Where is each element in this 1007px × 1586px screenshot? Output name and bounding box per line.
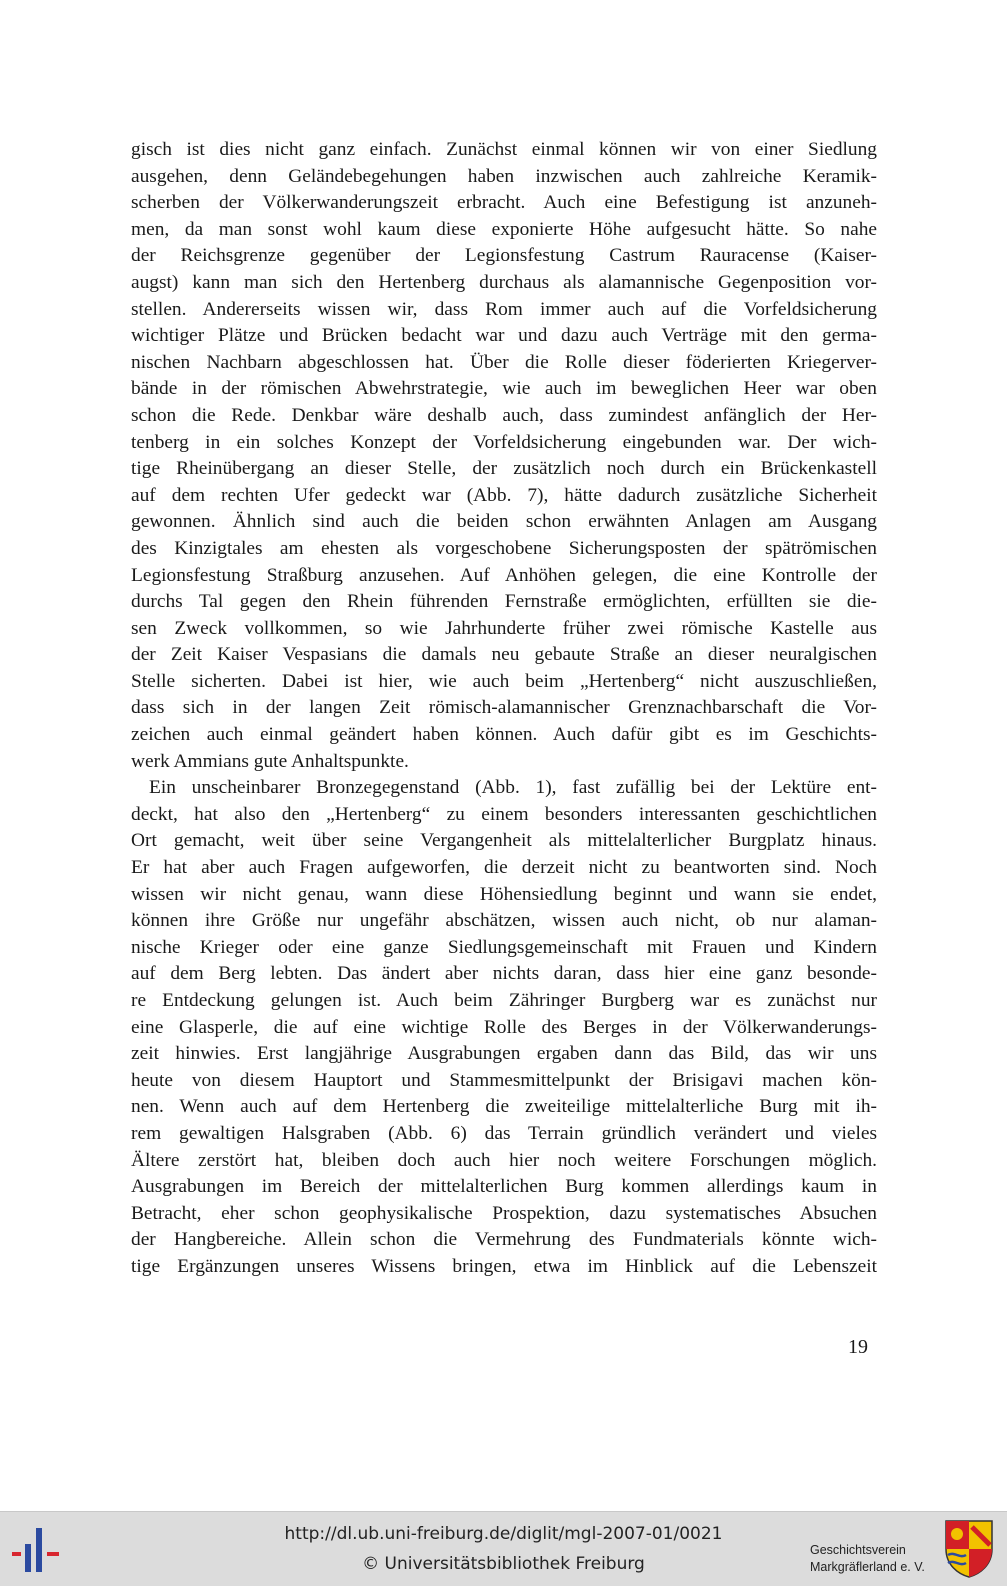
text-line: nische Krieger oder eine ganze Siedlungsgemeinschaft mit Frauen und Kindern <box>131 936 877 958</box>
text-line: zeit hinwies. Erst langjährige Ausgrabungen ergaben dann das Bild, das wir uns <box>131 1043 877 1065</box>
paragraph <box>131 775 877 1280</box>
text-line: deckt, hat also den „Hertenberg“ zu einem besonders interessanten geschichtlichen <box>131 803 877 825</box>
page-body <box>131 137 877 1281</box>
text-line: bände in der römischen Abwehrstrategie, wie auch im beweglichen Heer war oben <box>131 378 877 400</box>
coat-of-arms-icon <box>944 1519 994 1579</box>
text-line: Ältere zerstört hat, bleiben doch auch hier noch weitere Forschungen möglich. <box>131 1149 877 1171</box>
text-line: heute von diesem Hauptort und Stammesmittelpunkt der Brisigavi machen kön- <box>131 1069 877 1091</box>
footer-copyright: © Universitätsbibliothek Freiburg <box>362 1554 645 1574</box>
text-line: der Zeit Kaiser Vespasians die damals neu gebaute Straße an dieser neuralgischen <box>131 644 877 666</box>
text-line: tenberg in ein solches Konzept der Vorfeldsicherung eingebunden war. Der wich- <box>131 431 877 453</box>
footer-bar <box>0 1511 1007 1586</box>
text-line: nischen Nachbarn abgeschlossen hat. Über die Rolle dieser föderierten Kriegerver- <box>131 351 877 373</box>
society-name-line2: Markgräflerland e. V. <box>810 1560 925 1574</box>
footer-url[interactable]: http://dl.ub.uni-freiburg.de/diglit/mgl-2007-01/0021 <box>284 1524 723 1544</box>
text-line: der Reichsgrenze gegenüber der Legionsfestung Castrum Rauracense (Kaiser- <box>131 245 877 267</box>
text-line: wichtiger Plätze und Brücken bedacht war und dazu auch Verträge mit den germa- <box>131 325 877 347</box>
text-line: Ein unscheinbarer Bronzegegenstand (Abb. 1), fast zufällig bei der Lektüre ent- <box>149 777 877 799</box>
text-line: Betracht, eher schon geophysikalische Prospektion, dazu systematisches Absuchen <box>131 1202 877 1224</box>
text-line: sen Zweck vollkommen, so wie Jahrhunderte früher zwei römische Kastelle aus <box>131 617 877 639</box>
text-line: augst) kann man sich den Hertenberg durchaus als alamannische Gegenposition vor- <box>131 271 877 293</box>
text-line: durchs Tal gegen den Rhein führenden Fernstraße ermöglichten, erfüllten sie die- <box>131 591 877 613</box>
text-line: dass sich in der langen Zeit römisch-alamannischer Grenznachbarschaft die Vor- <box>131 697 877 719</box>
text-line: können ihre Größe nur ungefähr abschätzen, wissen auch nicht, ob nur alaman- <box>131 910 877 932</box>
text-line: auf dem rechten Ufer gedeckt war (Abb. 7), hätte dadurch zusätzliche Sicherheit <box>131 484 877 506</box>
text-line: Legionsfestung Straßburg anzusehen. Auf Anhöhen gelegen, die eine Kontrolle der <box>131 564 877 586</box>
text-line: werk Ammians gute Anhaltspunkte. <box>131 750 409 772</box>
text-line: rem gewaltigen Halsgraben (Abb. 6) das Terrain gründlich verändert und vieles <box>131 1122 877 1144</box>
text-line: schon die Rede. Denkbar wäre deshalb auch, dass zumindest anfänglich der Her- <box>131 404 877 426</box>
text-line: Ort gemacht, weit über seine Vergangenheit als mittelalterlicher Burgplatz hinaus. <box>131 830 877 852</box>
text-line: Er hat aber auch Fragen aufgeworfen, die derzeit nicht zu beantworten sind. Noch <box>131 857 877 879</box>
text-line: Ausgrabungen im Bereich der mittelalterlichen Burg kommen allerdings kaum in <box>131 1176 877 1198</box>
paragraph <box>131 137 877 775</box>
text-line: tige Ergänzungen unseres Wissens bringen, etwa im Hinblick auf die Lebenszeit <box>131 1255 877 1277</box>
text-line: zeichen auch einmal geändert haben können. Auch dafür gibt es im Geschichts- <box>131 724 877 746</box>
text-line: ausgehen, denn Geländebegehungen haben inzwischen auch zahlreiche Keramik- <box>131 165 877 187</box>
text-line: gisch ist dies nicht ganz einfach. Zunächst einmal können wir von einer Siedlung <box>131 139 877 160</box>
text-line: der Hangbereiche. Allein schon die Vermehrung des Fundmaterials könnte wich- <box>131 1229 877 1251</box>
text-line: wissen wir nicht genau, wann diese Höhensiedlung beginnt und wann sie endet, <box>131 883 877 905</box>
text-line: re Entdeckung gelungen ist. Auch beim Zähringer Burgberg war es zunächst nur <box>131 990 877 1011</box>
text-line: des Kinzigtales am ehesten als vorgeschobene Sicherungsposten der spätrömischen <box>131 537 877 559</box>
society-name-line1: Geschichtsverein <box>810 1543 906 1557</box>
text-line: scherben der Völkerwanderungszeit erbracht. Auch eine Befestigung ist anzuneh- <box>131 192 877 214</box>
text-line: auf dem Berg lebten. Das ändert aber nichts daran, dass hier eine ganz besonde- <box>131 963 877 985</box>
text-line: men, da man sonst wohl kaum diese exponierte Höhe aufgesucht hätte. So nahe <box>131 218 877 240</box>
text-line: stellen. Andererseits wissen wir, dass Rom immer auch auf die Vorfeldsicherung <box>131 298 877 320</box>
page-number: 19 <box>848 1336 868 1358</box>
text-line: nen. Wenn auch auf dem Hertenberg die zweiteilige mittelalterliche Burg mit ih- <box>131 1096 877 1118</box>
text-line: eine Glasperle, die auf eine wichtige Rolle des Berges in der Völkerwanderungs- <box>131 1016 877 1038</box>
society-name <box>810 1542 940 1576</box>
text-line: Stelle sicherten. Dabei ist hier, wie auch beim „Hertenberg“ nicht auszuschließen, <box>131 670 877 692</box>
text-line: tige Rheinübergang an dieser Stelle, der zusätzlich noch durch ein Brückenkastell <box>131 458 877 480</box>
text-line: gewonnen. Ähnlich sind auch die beiden schon erwähnten Anlagen am Ausgang <box>131 511 877 533</box>
